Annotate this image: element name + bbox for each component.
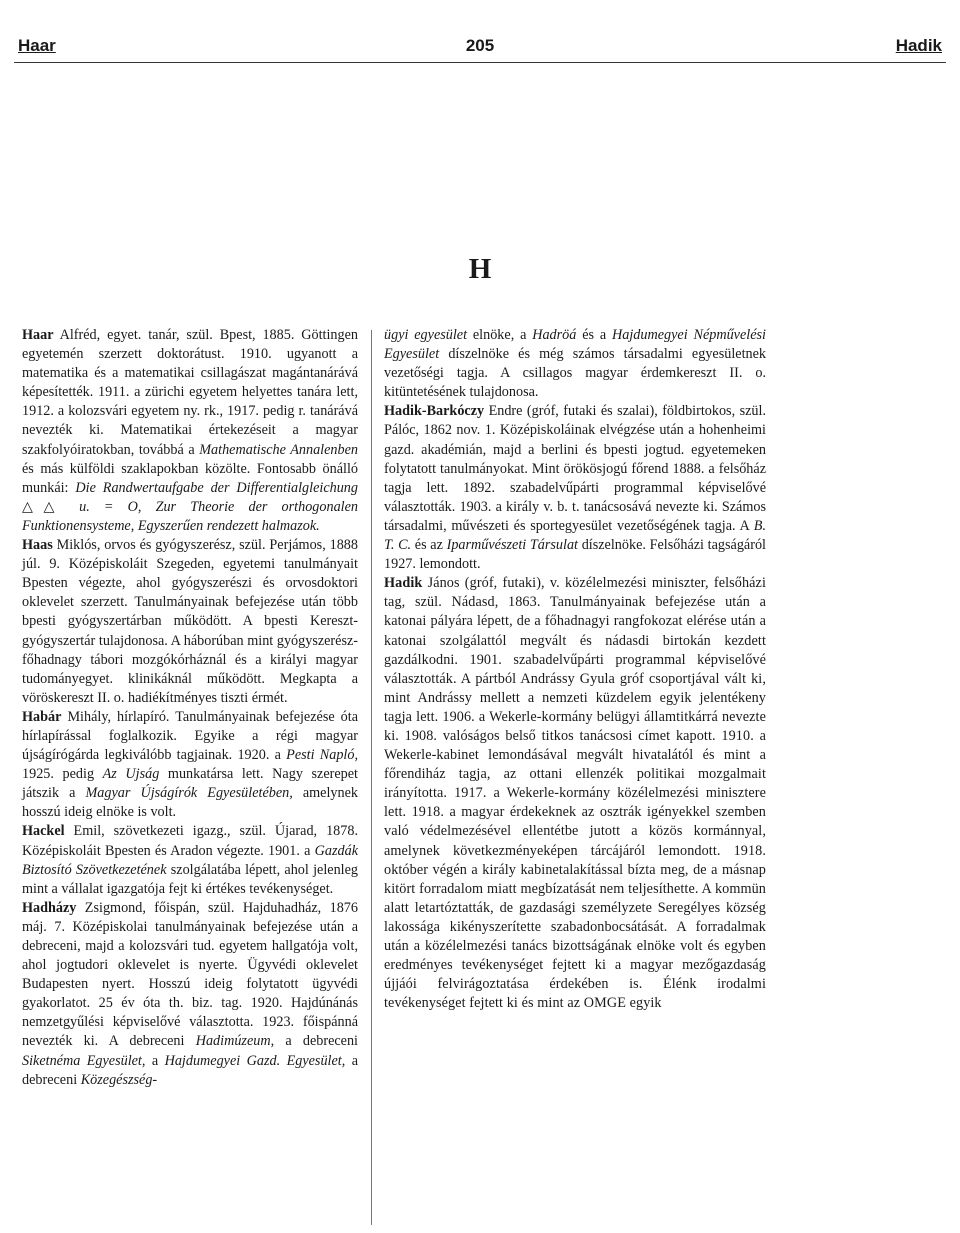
entry-text: amelynek hosszú ideig elnöke is volt. [22, 785, 358, 821]
entry-text: díszelnöke és még számos társadalmi egyesületnek vezetőségi tagja. A csillagos magyar érdemkereszt II. o. kitüntetésének tulajdonosa. [384, 346, 766, 401]
entry-text: és a [576, 327, 612, 343]
section-letter: H [468, 253, 492, 285]
entry-text: Alfréd, egyet. tanár, szül. Bpest, 1885. Göttingen egyetemén szerzett doktorátust. 1910. ugyanott a matematika és a matematikai csillagászat magántanárává képesítették. 1911. a zürichi egyetem helyettes tanára lett, 1912. a kolozsvári egyetem ny. rk., 1917. pedig r. tanárává nevezték ki. Matematikai értekezéseit a magyar szakfolyóiratokban, továbbá a [22, 327, 358, 458]
entry-italic: Magyar Újságírók Egyesületében, [85, 785, 293, 802]
page-number: 205 [465, 36, 495, 55]
entry-italic: Gazdák Biztosító Szövetkezetének [22, 842, 358, 878]
entry-text: Miklós, orvos és gyógyszerész, szül. Perjámos, 1888 júl. 9. Középiskoláit Szegeden, egyetemi tanulmányait Bpesten végezte, ahol gyógyszerészi és orvosdoktori oklevelet szerzett. Tanulmányainak befejezése után több bpesti gyógyszertárban működött. A bpesti Kereszt-gyógyszertár tulajdonosa. A háborúban mint gyógyszerész-főhadnagy tábori mozgókórháznál és a királyi magyar tudományegyet. klinikáknál működött. Megkapta a vöröskereszt II. o. hadiékítményes tiszti érmét. [22, 537, 358, 706]
entry-habar [22, 708, 358, 823]
header-rule [14, 62, 946, 63]
entry-text: szolgálatába lépett, ahol jelenleg mint a vállalat igazgatója fejt ki értékes tevékenységet. [22, 861, 358, 897]
entry-italic: Hadröá [532, 327, 577, 343]
entry-italic: Pesti Napló, [286, 747, 358, 764]
entry-text: díszelnöke. Felsőházi tagságáról 1927. lemondott. [384, 537, 766, 573]
entry-hadik-barkoczy [384, 402, 766, 574]
left-column [22, 326, 358, 1090]
entry-italic: Hadimúzeum, [195, 1033, 275, 1050]
entry-text: Endre (gróf, futaki és szalai), földbirtokos, szül. Pálóc, 1862 nov. 1. Középiskoláinak elvégzése után a hohenheimi gazd. akadémián, majd a berlini és bpesti jogtud. egyetemeken folytatott tanulmányokat. Mint örökösjogú főrend 1888. a felsőház tagja lett. 1892. szabadelvűpárti programmal képviselővé választották. 1903. a király v. b. t. tanácsosává nevezte ki. Számos társadalmi, művészeti és sportegyesület vezetőségének tagja. A [384, 403, 766, 534]
headword: Hadházy [22, 899, 77, 916]
entry-hadik-janos [384, 574, 766, 1013]
headword: Habár [22, 708, 62, 725]
entry-italic: B. T. C. [384, 517, 766, 554]
entry-text: elnöke, a [467, 327, 533, 343]
entry-italic: Die Randwertaufgabe der Differentialgleichung △△ u. = O, Zur Theorie der orthogonalen Funktionensysteme, Egyszerűen rendezett halmazok. [22, 479, 358, 534]
entry-italic: Az Ujság [102, 766, 160, 783]
entry-italic: Siketnéma Egyesület, [22, 1052, 146, 1069]
column-divider [371, 330, 372, 1225]
entry-italic: Hajdumegyei Gazd. Egyesület, [164, 1052, 346, 1069]
entry-text: 1925. pedig [22, 766, 103, 783]
entry-hadhazy-continued [384, 326, 766, 402]
entry-italic: Mathematische Annalenben [199, 441, 358, 458]
entry-text: a debreceni [274, 1033, 359, 1050]
entry-text: Mihály, hírlapíró. Tanulmányainak befejezése óta hírlapírással foglalkozik. Egyike a régi magyar újságírógárda legkiválóbb tagjainak. 1920. a [22, 708, 358, 764]
entry-text: és az [411, 537, 447, 554]
entry-italic: ügyi egyesület [384, 327, 468, 343]
entry-italic: Iparművészeti Társulat [446, 537, 578, 554]
headword: Hackel [22, 823, 65, 840]
header-right-keyword: Hadik [895, 36, 942, 55]
entry-text: Emil, szövetkezeti igazg., szül. Újarad, 1878. Középiskoláit Bpesten és Aradon végezte. 1901. a [22, 823, 358, 859]
right-column [384, 326, 766, 1013]
entry-hadhazy [22, 899, 358, 1090]
entry-text: Zsigmond, főispán, szül. Hajduhadház, 1876 máj. 7. Középiskolai tanulmányainak befejezése után a debreceni, majd a kolozsvári tud. egyetem hallgatója volt, ahol jogtudori oklevelet is nyerte. Ügyvédi oklevelet Budapesten nyert. Hosszú ideig folytatott ügyvédi gyakorlatot. 25 év óta th. biz. tag. 1920. Hajdúnánás nemzetgyűlési képviselővé választotta. 1923. főispánná nevezték ki. A debreceni [22, 899, 358, 1050]
entry-haar [22, 326, 358, 536]
headword: Hadik [384, 575, 423, 592]
header-left-keyword: Haar [18, 36, 56, 55]
entry-haas [22, 536, 358, 708]
headword: Haas [22, 537, 53, 554]
entry-text: munkatársa lett. Nagy szerepet játszik a [22, 766, 358, 802]
entry-text: a [145, 1052, 165, 1069]
entry-hackel [22, 822, 358, 898]
entry-text: János (gróf, futaki), v. közélelmezési miniszter, felsőházi tag, szül. Nádasd, 1863. Tanulmányainak befejezése után a katonai pályára lépett, de a főhadnagyi rangfokozat elérése után a katonai szolgálattól megvált és nádasdi birtokán kezdett gazdálkodni. 1901. szabadelvűpárti programmal képviselővé választották. A pártból Andrássy Gyula gróf csoportjával vált ki, mint Andrássy mellett a nemzeti küzdelem egyik jelentékeny tagja lett. 1906. a Wekerle-kormány belügyi államtitkárrá nevezte ki. 1908. valóságos belső titkos tanácsosi címet kapott. 1910. a Wekerle-kabinet lemondásával megvált hivatalától és mint a főrendiház tagja, az ottani ellenzék politikai mozgalmait irányította. 1917. a Wekerle-kormány közélelmezési minisztere lett. 1918. a magyar érdekeknek az osztrák igényekkel szemben való védelmezésével ellentétbe jutott a közös kormánnyal, amelynek következményeképen tárcájáról lemondott. 1918. október végén a király kabinetalakítással bízta meg, de a másnap kitört forradalom miatt megbízatását nem teljesíthette. A kommün alatt letartóztatták, de gazdasági személyzete Seregélyes község lakossága kikényszerítette szabadonbocsátását. A forradalmak után a közélelmezési tanács bizottságának elnöke volt és egyben eredményes tevékenységet fejtett ki a magyar mezőgazdaság újjáói felvirágoztatása érdekében is. Élénk irodalmi tevékenységet fejtett ki és mint az OMGE egyik [384, 575, 766, 1012]
headword: Haar [22, 327, 54, 343]
entry-text: a debreceni [22, 1052, 358, 1088]
entry-italic: Közegészség- [80, 1071, 158, 1088]
entry-text: és más külföldi szaklapokban közölte. Fontosabb önálló munkái: [22, 460, 358, 496]
entry-italic: Hajdumegyei Népművelési Egyesület [384, 327, 766, 363]
headword: Hadik-Barkóczy [384, 403, 485, 420]
